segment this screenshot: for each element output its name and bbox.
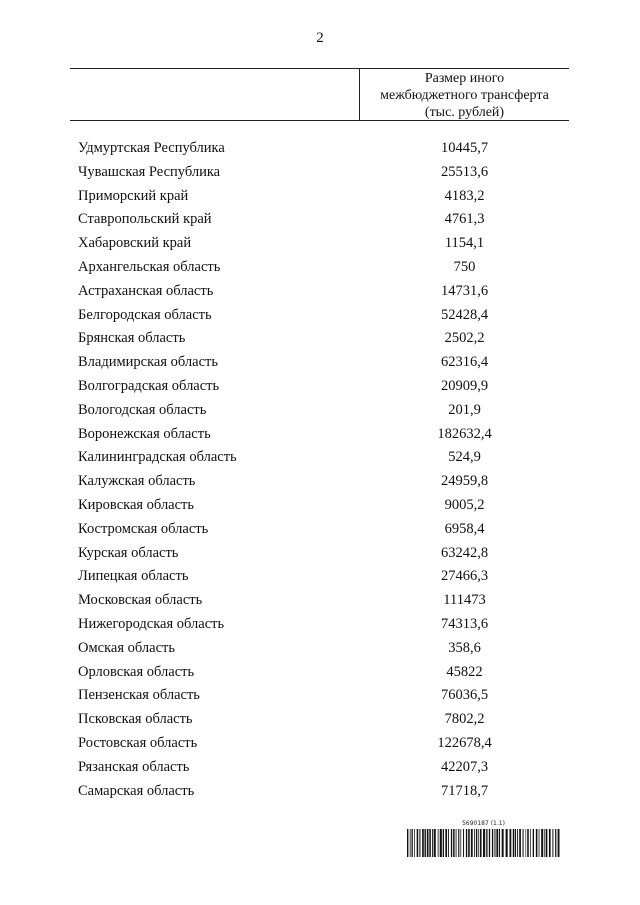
transfer-amount: 201,9: [448, 401, 481, 418]
table-top-rule: [70, 68, 569, 69]
table-row: [0, 232, 640, 256]
region-name: Костромская область: [78, 520, 209, 537]
barcode: [407, 820, 560, 857]
transfer-amount: 1154,1: [444, 235, 485, 252]
table-row: [0, 470, 640, 494]
region-name: Псковская область: [78, 711, 193, 728]
transfer-amount: 524,9: [448, 449, 481, 466]
transfer-amount: 9005,2: [444, 496, 485, 513]
region-name: Воронежская область: [78, 425, 211, 442]
table-header-rule: [70, 120, 569, 121]
table-row: [0, 732, 640, 756]
table-row: [0, 399, 640, 423]
transfer-amount: 122678,4: [437, 734, 492, 751]
region-name: Чувашская Республика: [78, 163, 221, 180]
region-name: Астраханская область: [78, 282, 214, 299]
table-row: [0, 280, 640, 304]
table-row: [0, 756, 640, 780]
table-row: [0, 327, 640, 351]
transfer-amount: 24959,8: [440, 473, 489, 490]
region-name: Владимирская область: [78, 354, 218, 371]
table-row: [0, 185, 640, 209]
table-row: [0, 565, 640, 589]
table-row: [0, 494, 640, 518]
region-name: Липецкая область: [78, 568, 189, 585]
table-row: [0, 161, 640, 185]
region-name: Брянская область: [78, 330, 186, 347]
table-row: [0, 518, 640, 542]
table-row: [0, 208, 640, 232]
region-name: Самарская область: [78, 782, 195, 799]
table-row: [0, 589, 640, 613]
region-name: Кировская область: [78, 496, 195, 513]
region-name: Нижегородская область: [78, 615, 225, 632]
table-row: [0, 637, 640, 661]
region-name: Ростовская область: [78, 734, 198, 751]
transfer-amount: 20909,9: [440, 377, 489, 394]
transfer-amount: 76036,5: [440, 687, 489, 704]
region-name: Омская область: [78, 639, 175, 656]
transfer-amount: 750: [453, 258, 476, 275]
table-row: [0, 613, 640, 637]
transfer-amount: 25513,6: [440, 163, 489, 180]
region-name: Волгоградская область: [78, 377, 220, 394]
table-row: [0, 304, 640, 328]
region-name: Удмуртская Республика: [78, 140, 225, 156]
page-number: 2: [316, 30, 324, 46]
transfer-amount: 62316,4: [440, 354, 489, 371]
transfer-amount: 27466,3: [440, 568, 489, 585]
table-row: [0, 446, 640, 470]
transfer-amount: 182632,4: [437, 425, 492, 442]
region-name: Рязанская область: [78, 758, 190, 775]
table-row: [0, 708, 640, 732]
transfer-amount: 358,6: [448, 639, 481, 656]
transfer-amount: 6958,4: [444, 520, 485, 537]
table-row: [0, 684, 640, 708]
transfer-amount: 111473: [443, 592, 486, 609]
value-column-header-line3: (тыс. рублей): [424, 105, 505, 120]
transfer-amount: 74313,6: [440, 615, 489, 632]
table-row: [0, 661, 640, 685]
value-column-header: [360, 70, 569, 121]
transfer-amount: 45822: [446, 663, 483, 680]
transfer-amount: 71718,7: [440, 782, 489, 799]
region-name: Приморский край: [78, 187, 189, 204]
region-name: Курская область: [78, 544, 179, 561]
barcode-bars: [407, 829, 560, 857]
transfer-amount: 52428,4: [440, 306, 489, 323]
region-name: Калининградская область: [78, 449, 237, 466]
region-name: Хабаровский край: [78, 235, 192, 252]
table-row: [0, 375, 640, 399]
transfer-amount: 63242,8: [440, 544, 489, 561]
region-name: Московская область: [78, 592, 203, 609]
table-row: [0, 137, 640, 161]
region-name: Орловская область: [78, 663, 195, 680]
transfer-amount: 2502,2: [444, 330, 485, 347]
table-row: [0, 780, 640, 804]
transfer-amount: 7802,2: [444, 711, 485, 728]
transfer-amount: 14731,6: [440, 282, 489, 299]
table-row: [0, 351, 640, 375]
barcode-code-text: 5690187 (1.1): [462, 820, 505, 827]
region-name: Белгородская область: [78, 306, 212, 323]
table-row: [0, 256, 640, 280]
transfer-amount: 4183,2: [444, 187, 485, 204]
table-row: [0, 423, 640, 447]
region-name: Калужская область: [78, 473, 196, 490]
region-name: Ставропольский край: [78, 211, 212, 228]
table-body: [0, 137, 640, 803]
region-name: Пензенская область: [78, 687, 200, 704]
value-column-header-line1: Размер иного: [424, 71, 505, 86]
transfer-amount: 4761,3: [444, 211, 485, 228]
value-column-header-line2: межбюджетного трансферта: [380, 88, 549, 103]
transfer-amount: 10445,7: [440, 140, 489, 156]
region-name: Вологодская область: [78, 401, 207, 418]
region-name: Архангельская область: [78, 258, 221, 275]
transfer-amount: 42207,3: [440, 758, 489, 775]
table-row: [0, 542, 640, 566]
